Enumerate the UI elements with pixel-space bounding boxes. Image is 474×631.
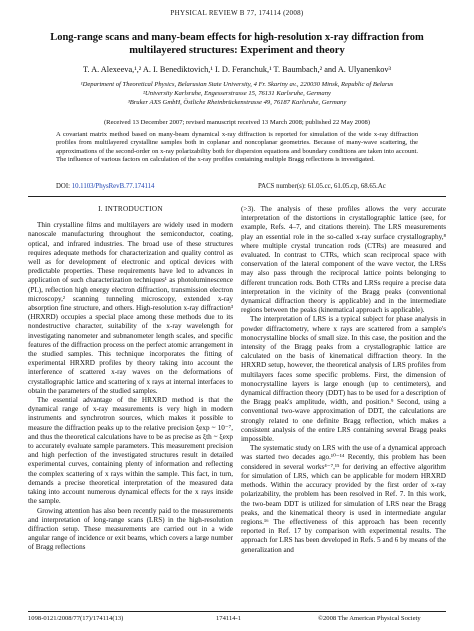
body-paragraph: (>3). The analysis of these profiles allows the very accurate interpretation of the distortions in crystallographic lattice (see, for example, Refs. 4–7, and citations therein). The LRS measurements play an essential role in the so-called x-ray surface crystallography,⁸ where multiple crystal truncation rods (CTRs) are measured and evaluated. In contrast to CTRs, which scan reciprocal space with conservation of the lateral component of the wave vector, the LRSs may also pass through the reciprocal lattice points belonging to different truncation rods. Both CTRs and LRSs require a precise data interpretation in the vicinity of the Bragg peaks (conventional dynamical diffraction theory is applicable) and in the intermediate regions between the peaks (kinematical approach is applicable). xyxy=(241,205,446,315)
paper-title: Long-range scans and many-beam effects for high-resolution x-ray diffraction from multilayered structures: Experiment and theory xyxy=(50,32,424,56)
section-heading: I. INTRODUCTION xyxy=(98,205,163,213)
footer-rule xyxy=(28,611,446,612)
header-rule xyxy=(28,196,446,197)
running-head: PHYSICAL REVIEW B 77, 174114 (2008) xyxy=(170,9,304,17)
left-column xyxy=(28,205,233,553)
body-paragraph: The systematic study on LRS with the use of a dynamical approach was started two decades ago.¹⁰⁻¹⁴ Recently, this problem has been considered in several works⁴⁻⁷,¹⁵ for deriving an effective algorithm for simulation of LRS, which can be applicable for modern HRXRD methods. Within the accuracy provided by the first order of x-ray polarizability, the problem has been resolved in Ref. 7. In this work, the two-beam DDT is utilized for simulation of LRS near the Bragg peaks, and the kinematical theory is used in intermediate angular regions.¹⁶ The effectiveness of this approach has been recently reported in Ref. 17 by comparison with experimental results. The approach for LRS has been developed in Refs. 5 and 6 by means of the generalization and xyxy=(241,444,446,554)
doi-label: DOI: xyxy=(56,183,70,190)
body-paragraph: The essential advantage of the HRXRD method is that the dynamical range of x-ray measurements is very high in modern instruments and synchrotron sources, which makes it possible to measure the diffraction peaks up to the relative precision ξexp ~ 10⁻⁷, and thus the theoretical calculations have to be as precise as ξth ~ ξexp to accurately evaluate sample parameters. This measurement precision and high perfection of the investigated structures result in detailed experimental curves, containing plenty of information and reflecting the complex scattering of x rays within the sample. This fact, in turn, demands a precise theoretical interpretation of the measured data taking into account numerous dynamical effects for the x rays inside the sample. xyxy=(28,396,233,506)
author-list: T. A. Alexeeva,¹,² A. I. Benediktovich,¹ I. D. Feranchuk,¹ T. Baumbach,² and A. Ulyanenkov³ xyxy=(82,65,391,74)
footer-copyright: ©2008 The American Physical Society xyxy=(318,615,421,622)
pacs-numbers: PACS number(s): 61.05.cc, 61.05.cp, 68.65.Ac xyxy=(258,183,386,190)
affiliation-2: ²University Karlsruhe, Engesserstrasse 15, 76131 Karlsruhe, Germany xyxy=(143,90,331,97)
footer-issn: 1098-0121/2008/77(17)/174114(13) xyxy=(28,615,124,622)
body-paragraph: The interpretation of LRS is a typical subject for phase analysis in powder diffractometry, where x rays are scattered from a sample's monocrystalline blocks of small size. In this case, the position and the intensity of the Bragg peaks from a crystallographic lattice are calculated on the basis of kinematical diffraction theory. In the HRXRD setup, however, the theoretical analysis of LRS profiles from multilayers faces some specific problems. First, the dimension of monocrystalline layers is large enough (up to centimeters), and dynamical diffraction theory (DDT) has to be used for a description of the Bragg peak's amplitude, width, and position.⁹ Second, using a conventional two-wave approximation of DDT, the calculations are strongly related to one definite Bragg reflection, which makes a consistent analysis of the entire LRS containing several Bragg peaks impossible. xyxy=(241,315,446,444)
doi-line xyxy=(56,183,154,190)
affiliation-1: ¹Department of Theoretical Physics, Belarusian State University, 4 Fr. Skariny av., 220030 Minsk, Republic of Belarus xyxy=(80,81,394,88)
abstract: A covariant matrix method based on many-beam dynamical x-ray diffraction is reported for simulation of the wide x-ray diffraction profiles from multilayered crystalline samples both in coplanar and noncoplanar geometries. Because of many-wave scattering, the approximations of the second-order on x-ray polarizability both for dispersion equations and boundary conditions are taken into account. The influence of various factors on calculation of the x-ray profiles containing multiple Bragg reflections is investigated. xyxy=(56,131,418,163)
publication-dates: (Received 13 December 2007; revised manuscript received 13 March 2008; published 22 May 2008) xyxy=(103,119,371,126)
right-column xyxy=(241,205,446,555)
doi-link[interactable]: 10.1103/PhysRevB.77.174114 xyxy=(71,183,155,190)
footer-page-number: 174114-1 xyxy=(216,615,242,622)
body-paragraph: Growing attention has also been recently paid to the measurements and interpretation of long-range scans (LRS) in the high-resolution diffraction setup. These measurements are carried out in a wide angular range of incidence or exit beams, which covers a large number of Bragg reflections xyxy=(28,506,233,552)
affiliation-3: ³Bruker AXS GmbH, Östliche Rheinbrückenstrasse 49, 76187 Karlsruhe, Germany xyxy=(127,99,347,106)
body-paragraph: Thin crystalline films and multilayers are widely used in modern nanoscale manufacturing throughout the semiconductor, coating, optical, and infrared industries. The broad use of these structures requires adequate methods for characterization and quality control as well as for development of electronic and optical devices with predictable properties. These requirements have led to advances in application of such characterization techniques¹ as photoluminescence (PL), reflection high energy electron diffraction, transmission electron microscopy,² scanning tunneling microscopy, extended x-ray absorption fine structure, and others. High-resolution x-ray diffraction³ (HRXRD) occupies a special place among these methods due to its nondestructive character, suitability of the x-ray wavelength for investigating nanometer and subnanometer length scales, and specific features of the diffraction process on the perfect atomic arrangement in the studied samples. This technique incorporates the fitting of experimental HRXRD profiles by theory taking into account the interference of scattered x-ray waves on the deformations of crystallographic lattice and scattering of x rays at internal interfaces to obtain the parameters of the studied samples. xyxy=(28,221,233,395)
